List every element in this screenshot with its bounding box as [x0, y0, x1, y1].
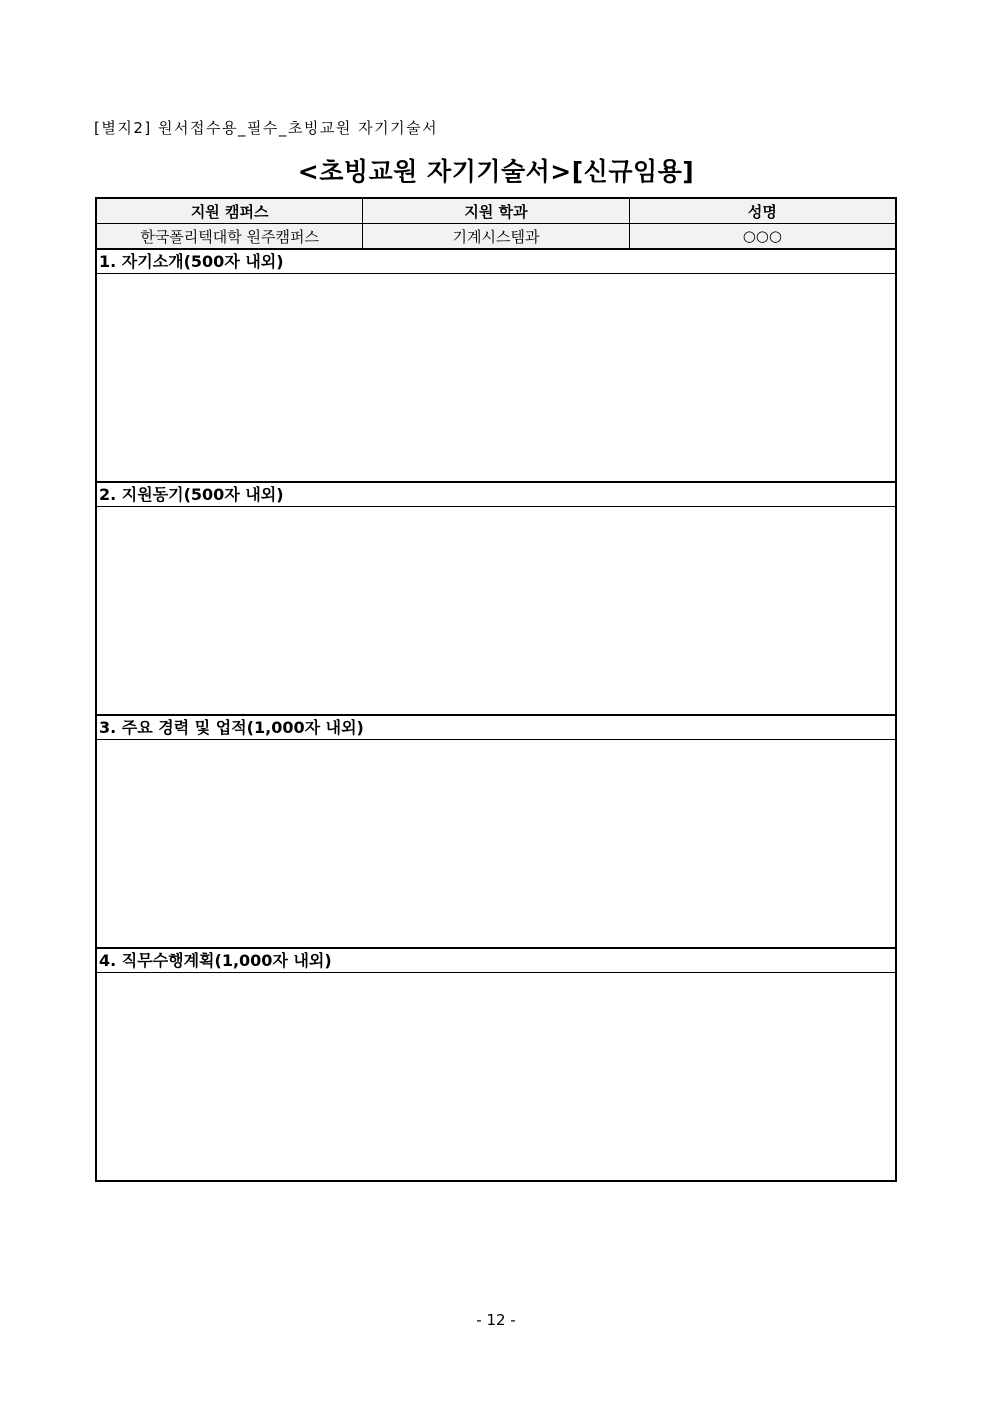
department-header: 지원 학과 [363, 199, 629, 223]
department-value[interactable]: 기계시스템과 [363, 224, 629, 248]
motivation-field[interactable] [97, 507, 895, 716]
name-value[interactable]: ○○○ [742, 227, 782, 245]
section-header: 3. 주요 경력 및 업적(1,000자 내외) [97, 716, 895, 740]
section-motivation [97, 483, 895, 716]
section-header: 1. 자기소개(500자 내외) [97, 250, 895, 274]
section-self-introduction [97, 250, 895, 483]
career-field[interactable] [97, 740, 895, 949]
campus-value[interactable]: 한국폴리텍대학 원주캠퍼스 [97, 224, 363, 248]
work-plan-field[interactable] [97, 973, 895, 1180]
section-career [97, 716, 895, 949]
section-header: 4. 직무수행계획(1,000자 내외) [97, 949, 895, 973]
info-header-row [97, 199, 895, 224]
document-title: <초빙교원 자기기술서>[신규임용] [297, 157, 695, 186]
info-value-row [97, 224, 895, 250]
self-statement-form [95, 197, 897, 1182]
annex-label: [별지2] 원서접수용_필수_초빙교원 자기기술서 [94, 119, 439, 137]
campus-header: 지원 캠퍼스 [97, 199, 363, 223]
section-work-plan [97, 949, 895, 1180]
page-number: - 12 - [476, 1311, 516, 1329]
name-header: 성명 [747, 202, 777, 221]
section-header: 2. 지원동기(500자 내외) [97, 483, 895, 507]
self-introduction-field[interactable] [97, 274, 895, 483]
